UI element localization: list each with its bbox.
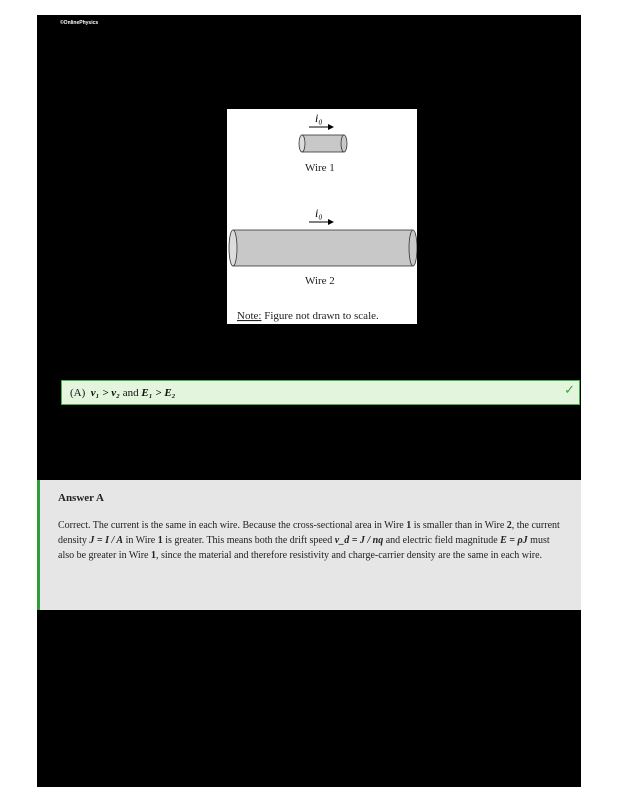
- note-text: Figure not drawn to scale.: [261, 310, 379, 322]
- wire1-shape: [299, 135, 347, 152]
- explanation-title: Answer A: [58, 492, 104, 504]
- answer-choice-a[interactable]: [61, 380, 580, 405]
- explanation-panel: [37, 480, 581, 610]
- wire2-label: Wire 2: [305, 275, 335, 287]
- choice-expr1: v₁ > v₂: [90, 386, 120, 399]
- current-label-wire1: i₀: [315, 111, 323, 125]
- document-page: [37, 15, 581, 787]
- note-prefix: Note:: [237, 310, 262, 322]
- brand-logo: ©OnlinePhysics: [60, 20, 99, 26]
- wire2-shape: [229, 230, 417, 266]
- current-label-wire2: i₀: [315, 206, 323, 220]
- explanation-body: Correct. The current is the same in each wire. Because the cross-sectional area in Wire 1 is smaller than in Wire 2, the current density J = I / A in Wire 1 is greater. This means both the drift speed v_d = J / nq and electric field magnitude E = ρJ must also be greater in Wire 1, since the material and therefore resistivity and charge-carrier density are the same in each wire.: [58, 520, 560, 561]
- choice-prefix: (A): [70, 386, 86, 399]
- choice-joiner: and: [119, 386, 142, 399]
- scale-note: [237, 310, 379, 322]
- wire-figure: [227, 109, 417, 324]
- choice-expr2: E₁ > E₂: [141, 386, 176, 399]
- check-icon: ✓: [564, 383, 575, 398]
- wire1-label: Wire 1: [305, 162, 335, 174]
